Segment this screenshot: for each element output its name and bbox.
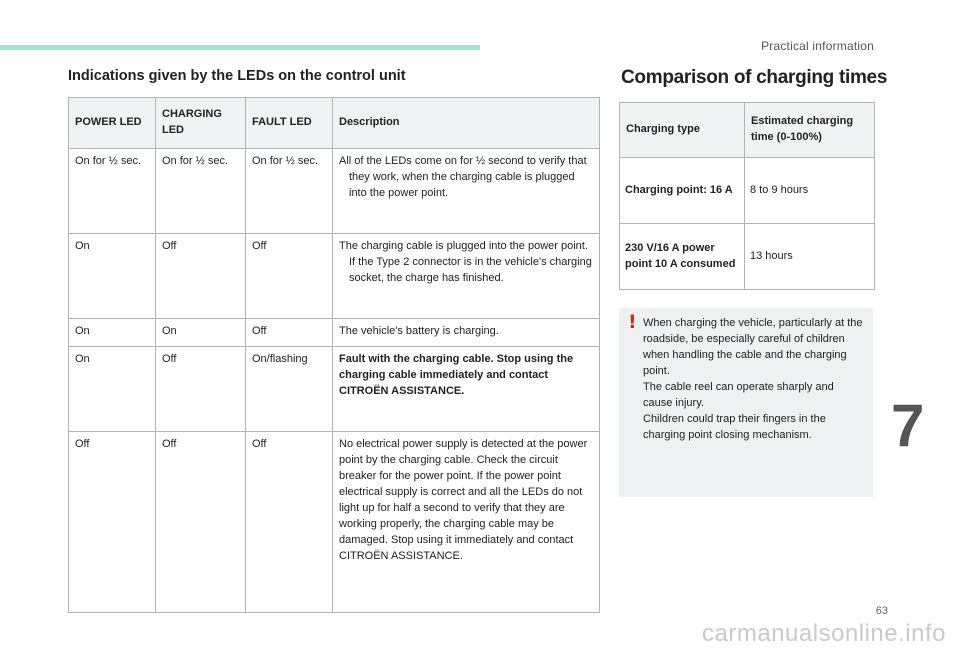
power-led-cell: On <box>69 234 156 319</box>
warning-text: The cable reel can operate sharply and cause injury. <box>643 380 834 409</box>
column-header: Description <box>333 98 600 149</box>
fault-led-cell: On for ½ sec. <box>246 149 333 234</box>
chapter-number: 7 <box>891 392 925 459</box>
warning-box <box>619 308 873 497</box>
column-header: Charging type <box>620 103 745 158</box>
page-number: 63 <box>875 605 888 617</box>
led-table-header <box>69 98 600 149</box>
column-header: Estimated charging time (0-100%) <box>745 103 875 158</box>
fault-led-cell: Off <box>246 234 333 319</box>
table-row <box>69 319 600 347</box>
charging-led-cell: Off <box>156 234 246 319</box>
power-led-cell: On <box>69 347 156 432</box>
fault-led-cell: Off <box>246 432 333 613</box>
description-cell: No electrical power supply is detected at the power point by the charging cable. Check the circuit breaker for the power point. If the power point electrical supply is correct and all the LEDs do not light up for half a second to verify that they are working properly, the charging cable may be damaged. Stop using it immediately and contact CITROËN ASSISTANCE. <box>333 432 600 613</box>
fault-led-cell: Off <box>246 319 333 347</box>
description-cell: All of the LEDs come on for ½ second to verify that they work, when the charging cable is plugged into the power point. <box>339 155 587 199</box>
column-header: FAULT LED <box>246 98 333 149</box>
power-led-cell: On <box>69 319 156 347</box>
table-row <box>620 224 875 290</box>
charging-led-cell: Off <box>156 347 246 432</box>
comparison-table <box>619 102 875 290</box>
charging-led-cell: On <box>156 319 246 347</box>
description-cell: The charging cable is plugged into the power point. If the Type 2 connector is in the vehicle's charging socket, the charge has finished. <box>339 240 592 284</box>
column-header: POWER LED <box>69 98 156 149</box>
exclamation-icon: ! <box>628 311 637 333</box>
charging-led-cell: Off <box>156 432 246 613</box>
led-table <box>68 97 600 613</box>
header-accent-bar <box>0 45 480 50</box>
charging-time-cell: 8 to 9 hours <box>745 158 875 224</box>
table-row <box>69 234 600 319</box>
fault-led-cell: On/flashing <box>246 347 333 432</box>
table-row <box>69 149 600 234</box>
power-led-cell: Off <box>69 432 156 613</box>
column-header: CHARGING LED <box>156 98 246 149</box>
charging-time-cell: 13 hours <box>745 224 875 290</box>
description-cell: The vehicle's battery is charging. <box>333 319 600 347</box>
comparison-title: Comparison of charging times <box>621 67 888 88</box>
power-led-cell: On for ½ sec. <box>69 149 156 234</box>
warning-text: Children could trap their fingers in the charging point closing mechanism. <box>643 412 826 441</box>
warning-text: When charging the vehicle, particularly at the roadside, be especially careful of children when handling the cable and the charging point. <box>643 317 863 377</box>
charging-type-cell: Charging point: 16 A <box>620 158 745 224</box>
description-cell: Fault with the charging cable. Stop using the charging cable immediately and contact CITROËN ASSISTANCE. <box>333 347 600 432</box>
led-section-title: Indications given by the LEDs on the control unit <box>68 68 406 84</box>
section-name: Practical information <box>761 39 874 53</box>
table-row <box>620 158 875 224</box>
table-row <box>69 347 600 432</box>
table-row <box>69 432 600 613</box>
charging-led-cell: On for ½ sec. <box>156 149 246 234</box>
watermark: carmanualsonline.info <box>702 620 946 647</box>
charging-type-cell: 230 V/16 A power point 10 A consumed <box>620 224 745 290</box>
comparison-table-header <box>620 103 875 158</box>
